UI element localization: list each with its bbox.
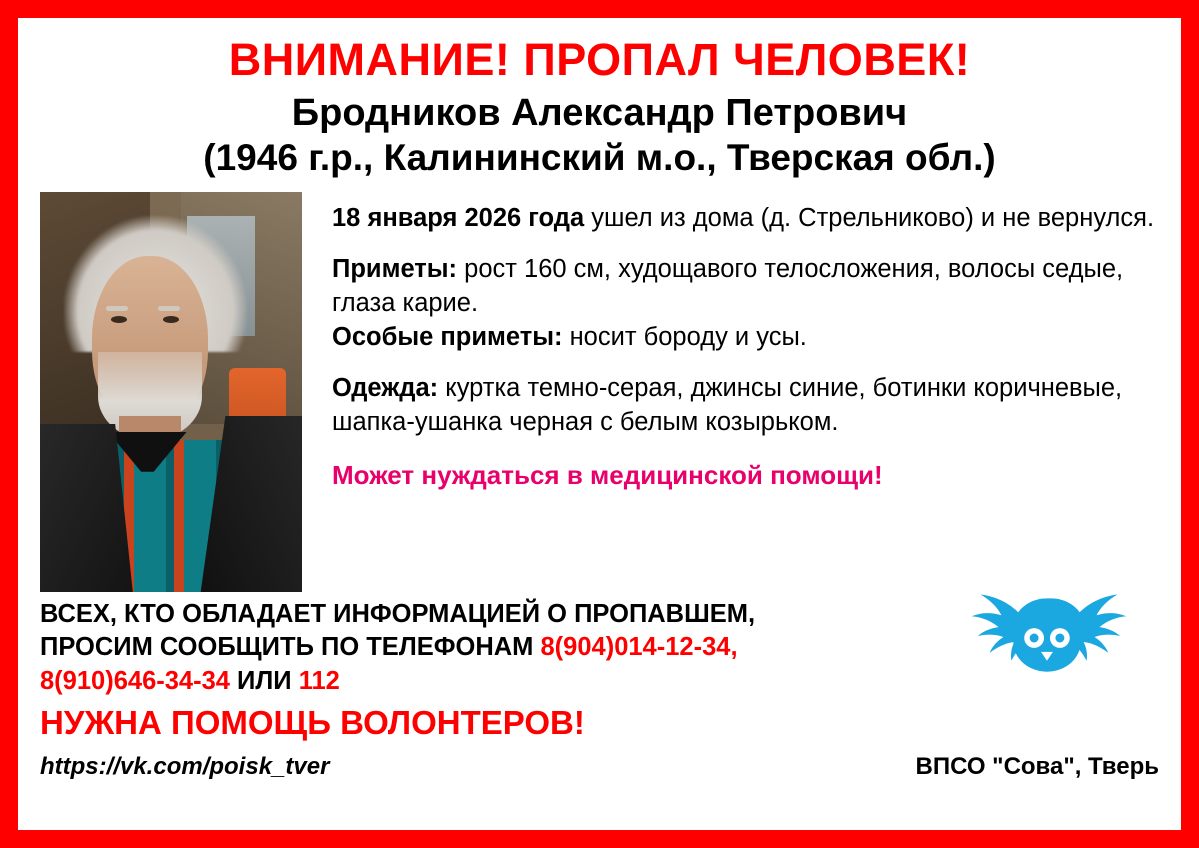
phone-number-3[interactable]: 112 [298,667,340,696]
features-label: Приметы: [332,255,458,284]
poster-content [18,18,1181,830]
missing-person-photo [40,192,302,592]
medical-warning: Может нуждаться в медицинской помощи! [332,459,883,490]
call-to-action-line2 [40,631,940,665]
volunteers-call: НУЖНА ПОМОЩЬ ВОЛОНТЕРОВ! [40,703,585,741]
clothing-paragraph [332,372,1159,439]
call-to-action-text: ПРОСИМ СООБЩИТЬ ПО ТЕЛЕФОНАМ [40,633,541,662]
poster-headline: ВНИМАНИЕ! ПРОПАЛ ЧЕЛОВЕК! [228,34,971,85]
missing-person-name-block [40,91,1159,179]
photo-eyebrow-left [106,306,128,311]
call-to-action [40,598,940,699]
poster-bottom-row [40,753,1159,781]
photo-eye-left [111,316,127,323]
disappearance-text: ушел из дома (д. Стрельниково) и не вернулся. [584,203,1155,232]
special-features-text: носит бороду и усы. [562,322,807,351]
call-to-action-line3 [40,665,940,699]
photo-eyebrow-right [158,306,180,311]
missing-person-name: Бродников Александр Петрович [291,92,908,135]
features-paragraph [332,253,1159,354]
call-to-action-line1: ВСЕХ, КТО ОБЛАДАЕТ ИНФОРМАЦИЕЙ О ПРОПАВШЕМ, [40,599,756,628]
poster-footer [40,598,1159,781]
website-link[interactable]: https://vk.com/poisk_tver [40,753,330,780]
photo-image [40,192,302,592]
special-features-label: Особые приметы: [332,322,563,351]
features-text: рост 160 см, худощавого телосложения, волосы седые, глаза карие. [332,255,1124,318]
phone-number-2[interactable]: 8(910)646-34-34 [40,667,230,696]
missing-person-description [302,192,1159,592]
organization-name: ВПСО "Сова", Тверь [915,753,1159,780]
disappearance-date: 18 января 2026 года [332,203,585,232]
missing-person-details: (1946 г.р., Калининский м.о., Тверская обл.) [203,137,996,179]
owl-logo-icon [943,580,1151,700]
clothing-label: Одежда: [332,374,439,403]
poster-body [40,192,1159,592]
phone-number-1[interactable]: 8(904)014-12-34, [540,633,738,662]
photo-eye-right [163,316,179,323]
disappearance-paragraph [332,202,1159,236]
clothing-text: куртка темно-серая, джинсы синие, ботинки коричневые, шапка-ушанка черная с белым козырьком. [332,374,1123,437]
phones-or: ИЛИ [229,667,299,696]
